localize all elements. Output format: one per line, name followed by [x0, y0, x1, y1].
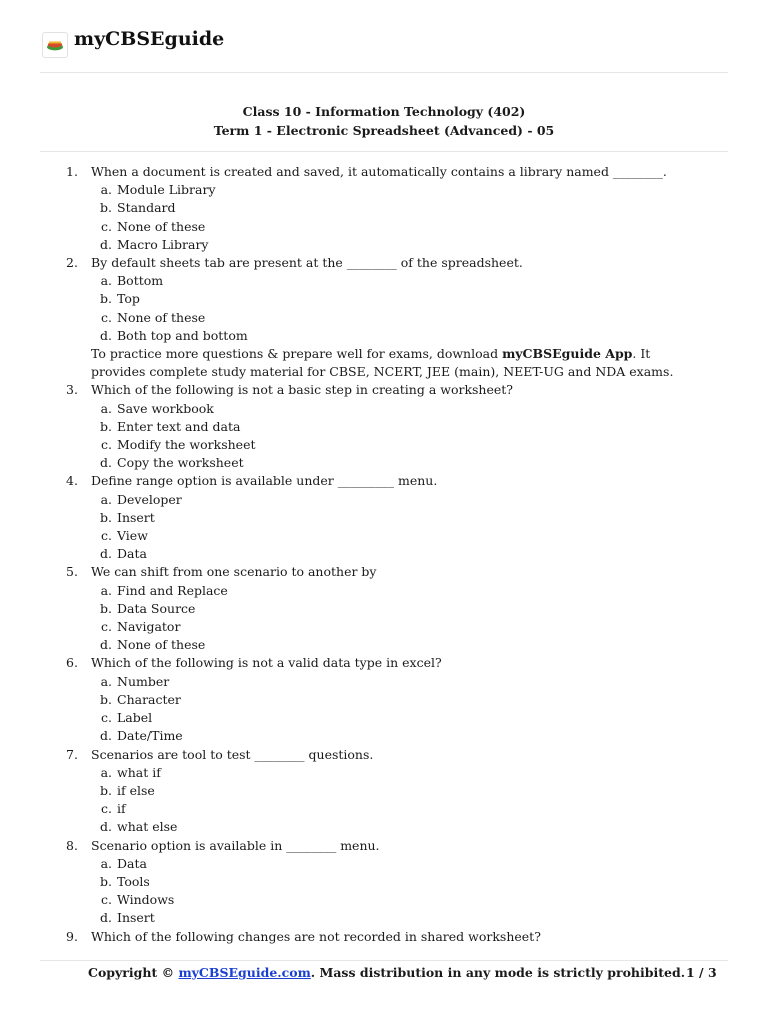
option-item [91, 800, 700, 818]
option-text: Data [117, 855, 147, 871]
question-number: 7. [66, 746, 78, 762]
promo-note [40, 345, 700, 381]
option-text: Data [117, 546, 147, 562]
option-letter: d. [100, 236, 112, 252]
question-item [40, 837, 700, 928]
option-item [91, 618, 700, 636]
option-letter: b. [100, 200, 112, 216]
title-line-1: Class 10 - Information Technology (402) [242, 104, 526, 119]
option-text: Find and Replace [117, 582, 228, 598]
page-number: 1 / 3 [686, 965, 717, 980]
copyright-prefix: Copyright © [88, 965, 179, 980]
option-text: Number [117, 673, 170, 689]
option-item [91, 582, 700, 600]
question-number: 3. [66, 382, 78, 398]
question-item [40, 163, 700, 254]
option-item [91, 873, 700, 891]
copyright-suffix: . Mass distribution in any mode is strictly prohibited. [310, 965, 686, 980]
question-item [40, 563, 700, 654]
option-item [91, 600, 700, 618]
page-header [40, 26, 728, 73]
question-number: 9. [66, 928, 78, 944]
option-item [91, 290, 700, 308]
option-text: Both top and bottom [117, 327, 248, 343]
option-item [91, 818, 700, 836]
option-text: None of these [117, 309, 206, 325]
question-item [40, 654, 700, 745]
option-item [91, 764, 700, 782]
question-item [40, 746, 700, 837]
option-item [91, 236, 700, 254]
option-letter: d. [100, 910, 112, 926]
option-list [91, 582, 700, 655]
option-letter: d. [100, 327, 112, 343]
option-letter: c. [101, 892, 112, 908]
question-text: By default sheets tab are present at the ________ of the spreadsheet. [91, 255, 523, 271]
question-text: Which of the following is not a basic step in creating a worksheet? [91, 382, 514, 398]
option-letter: c. [101, 619, 112, 635]
question-item [40, 928, 700, 946]
option-text: Label [117, 710, 153, 726]
option-text: Insert [117, 910, 155, 926]
option-letter: c. [101, 710, 112, 726]
title-divider [40, 151, 728, 152]
option-letter: d. [100, 637, 112, 653]
option-text: Tools [117, 873, 150, 889]
option-letter: a. [100, 764, 112, 780]
question-item [40, 472, 700, 563]
option-text: Bottom [117, 273, 164, 289]
option-letter: d. [100, 728, 112, 744]
option-letter: b. [100, 782, 112, 798]
option-item [91, 491, 700, 509]
option-letter: a. [100, 582, 112, 598]
option-item [91, 181, 700, 199]
option-text: Navigator [117, 619, 181, 635]
option-text: what if [117, 764, 161, 780]
option-letter: a. [100, 855, 112, 871]
option-list [91, 855, 700, 928]
option-item [91, 691, 700, 709]
option-letter: b. [100, 873, 112, 889]
option-text: Character [117, 691, 181, 707]
option-list [91, 400, 700, 473]
question-text: We can shift from one scenario to another by [91, 564, 377, 580]
question-number: 5. [66, 564, 78, 580]
option-item [91, 272, 700, 290]
option-item [91, 909, 700, 927]
option-letter: b. [100, 291, 112, 307]
option-text: None of these [117, 218, 206, 234]
option-text: None of these [117, 637, 206, 653]
site-link[interactable]: myCBSEguide.com [178, 965, 311, 980]
option-list [91, 181, 700, 254]
option-letter: c. [101, 528, 112, 544]
option-text: Windows [117, 892, 175, 908]
option-item [91, 199, 700, 217]
option-item [91, 436, 700, 454]
option-text: Copy the worksheet [117, 455, 244, 471]
option-item [91, 527, 700, 545]
option-item [91, 782, 700, 800]
question-item [40, 254, 700, 345]
option-text: Modify the worksheet [117, 437, 256, 453]
option-text: if else [117, 782, 155, 798]
option-item [91, 218, 700, 236]
option-item [91, 636, 700, 654]
option-item [91, 309, 700, 327]
document-title [40, 102, 728, 140]
option-text: Save workbook [117, 400, 214, 416]
question-number: 8. [66, 837, 78, 853]
option-item [91, 673, 700, 691]
option-text: Module Library [117, 182, 216, 198]
option-text: Macro Library [117, 236, 209, 252]
option-text: Data Source [117, 600, 196, 616]
option-text: Insert [117, 509, 155, 525]
brand-name: myCBSEguide [74, 28, 225, 50]
option-item [91, 709, 700, 727]
option-letter: b. [100, 691, 112, 707]
option-item [91, 454, 700, 472]
option-text: View [117, 528, 148, 544]
option-letter: b. [100, 418, 112, 434]
question-text: Scenarios are tool to test ________ questions. [91, 746, 374, 762]
option-list [91, 272, 700, 345]
question-text: Which of the following changes are not recorded in shared worksheet? [91, 928, 541, 944]
question-text: Define range option is available under _________ menu. [91, 473, 438, 489]
option-letter: c. [101, 437, 112, 453]
option-letter: d. [100, 546, 112, 562]
option-letter: b. [100, 600, 112, 616]
question-text: When a document is created and saved, it automatically contains a library named ________. [91, 164, 667, 179]
option-text: Developer [117, 491, 182, 507]
option-text: Enter text and data [117, 418, 241, 434]
question-item [40, 381, 700, 472]
option-item [91, 727, 700, 745]
promo-text-after: . It provides complete study material for CBSE, NCERT, JEE (main), NEET-UG and NDA exams. [91, 346, 674, 380]
footer-copyright [88, 964, 728, 982]
question-number: 2. [66, 255, 78, 271]
option-text: Top [117, 291, 140, 307]
option-letter: a. [100, 673, 112, 689]
option-list [91, 673, 700, 746]
option-letter: b. [100, 509, 112, 525]
question-list [40, 163, 700, 946]
option-letter: d. [100, 819, 112, 835]
option-letter: c. [101, 218, 112, 234]
option-list [91, 764, 700, 837]
option-letter: a. [100, 400, 112, 416]
option-item [91, 509, 700, 527]
option-letter: a. [100, 273, 112, 289]
option-text: Date/Time [117, 728, 183, 744]
question-number: 1. [66, 164, 78, 179]
promo-app-name: myCBSEguide App [502, 346, 633, 362]
question-number: 6. [66, 655, 78, 671]
option-text: what else [117, 819, 178, 835]
option-letter: c. [101, 801, 112, 817]
footer-divider [40, 960, 728, 961]
option-letter: d. [100, 455, 112, 471]
question-text: Scenario option is available in ________ menu. [91, 837, 380, 853]
option-item [91, 855, 700, 873]
question-number: 4. [66, 473, 78, 489]
option-letter: c. [101, 309, 112, 325]
option-item [91, 418, 700, 436]
option-text: Standard [117, 200, 176, 216]
option-list [91, 491, 700, 564]
question-text: Which of the following is not a valid data type in excel? [91, 655, 442, 671]
option-item [91, 891, 700, 909]
option-letter: a. [100, 182, 112, 198]
option-letter: a. [100, 491, 112, 507]
title-line-2: Term 1 - Electronic Spreadsheet (Advanced) - 05 [213, 123, 555, 138]
option-text: if [117, 801, 126, 817]
option-item [91, 400, 700, 418]
option-item [91, 327, 700, 345]
mycbseguide-logo-icon [42, 32, 68, 58]
option-item [91, 545, 700, 563]
promo-text-before: To practice more questions & prepare well for exams, download [91, 346, 503, 362]
